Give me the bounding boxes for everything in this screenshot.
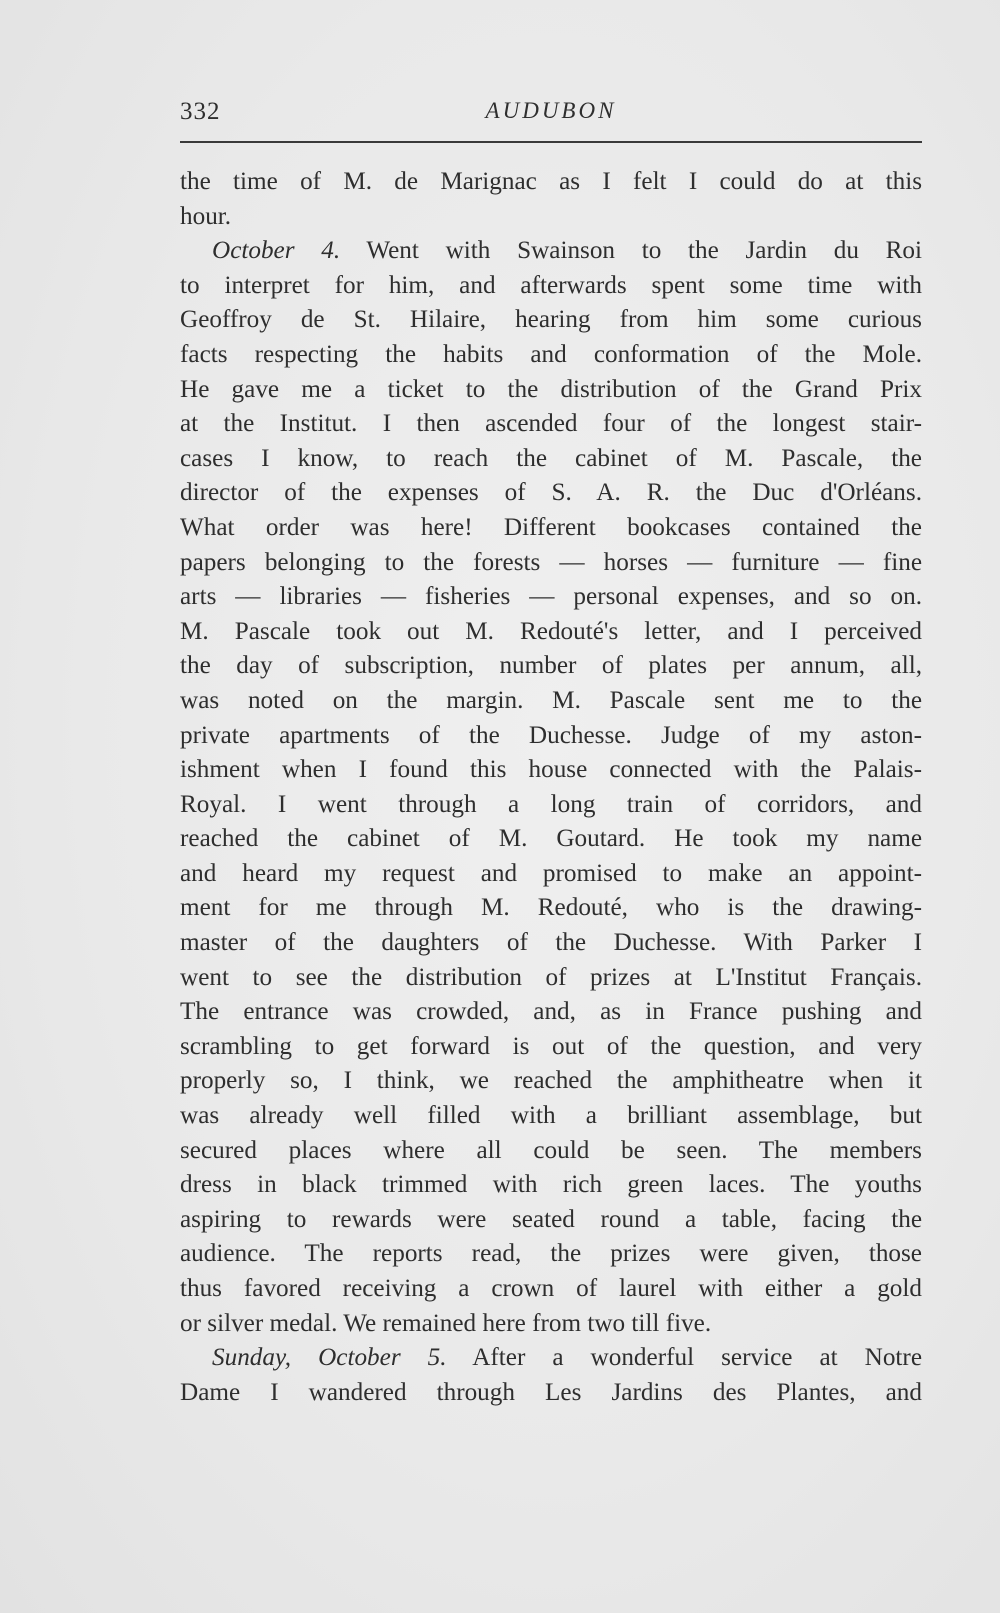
entry-date: October 4. (212, 237, 341, 265)
text-line: audience. The reports read, the prizes were given, those (180, 1240, 922, 1268)
text-line: aspiring to rewards were seated round a table, facing the (180, 1205, 922, 1233)
text-line: private apartments of the Duchesse. Judge of my aston- (180, 721, 922, 749)
text-line: dress in black trimmed with rich green laces. The youths (180, 1171, 922, 1199)
text-line: Royal. I went through a long train of corridors, and (180, 790, 922, 818)
text-line: or silver medal. We remained here from two till five. (180, 1309, 712, 1337)
entry-line (180, 234, 922, 269)
text-line: What order was here! Different bookcases contained the (180, 513, 922, 541)
text-line: at the Institut. I then ascended four of the longest stair- (180, 410, 922, 438)
page-number: 332 (180, 98, 221, 125)
text-line: was already well filled with a brilliant assemblage, but (180, 1102, 922, 1130)
header-rule (180, 141, 922, 143)
text-line: ment for me through M. Redouté, who is the drawing- (180, 894, 922, 922)
text-line: reached the cabinet of M. Goutard. He took my name (180, 825, 922, 853)
text-line: director of the expenses of S. A. R. the Duc d'Orléans. (180, 479, 922, 507)
text-line: Geoffroy de St. Hilaire, hearing from him some curious (180, 306, 922, 334)
text-line: the day of subscription, number of plates per annum, all, (180, 652, 922, 680)
text-line: went to see the distribution of prizes at L'Institut Français. (180, 963, 922, 991)
text-line: M. Pascale took out M. Redouté's letter, and I perceived (180, 617, 922, 645)
text-line: was noted on the margin. M. Pascale sent me to the (180, 686, 922, 714)
text-line: hour. (180, 202, 232, 230)
running-head (180, 98, 922, 132)
text-line: After a wonderful service at Notre (472, 1344, 922, 1372)
text-line: thus favored receiving a crown of laurel with either a gold (180, 1275, 922, 1302)
text-line: ishment when I found this house connected with the Palais- (180, 756, 922, 784)
text-line: Dame I wandered through Les Jardins des Plantes, and (180, 1378, 922, 1406)
text-line: facts respecting the habits and conformation of the Mole. (180, 340, 922, 368)
entry-line (180, 1341, 922, 1376)
text-line: the time of M. de Marignac as I felt I could do at this (180, 168, 922, 195)
text-line: to interpret for him, and afterwards spent some time with (180, 271, 922, 299)
text-line: properly so, I think, we reached the amphitheatre when it (180, 1067, 922, 1095)
text-line: cases I know, to reach the cabinet of M. Pascale, the (180, 444, 922, 472)
text-line: papers belonging to the forests — horses — furniture — fine (180, 548, 922, 576)
text-line: master of the daughters of the Duchesse. With Parker I (180, 929, 922, 957)
text-line: The entrance was crowded, and, as in France pushing and (180, 998, 922, 1026)
text-line: Went with Swainson to the Jardin du Roi (366, 237, 922, 265)
text-line: arts — libraries — fisheries — personal expenses, and so on. (180, 583, 922, 611)
text-line: He gave me a ticket to the distribution of the Grand Prix (180, 375, 922, 403)
running-title: AUDUBON (485, 98, 617, 123)
entry-date: Sunday, October 5. (212, 1344, 447, 1372)
body-text (180, 165, 922, 1410)
text-line: and heard my request and promised to make an appoint- (180, 859, 922, 887)
text-line: secured places where all could be seen. The members (180, 1136, 922, 1164)
text-line: scrambling to get forward is out of the question, and very (180, 1032, 922, 1060)
